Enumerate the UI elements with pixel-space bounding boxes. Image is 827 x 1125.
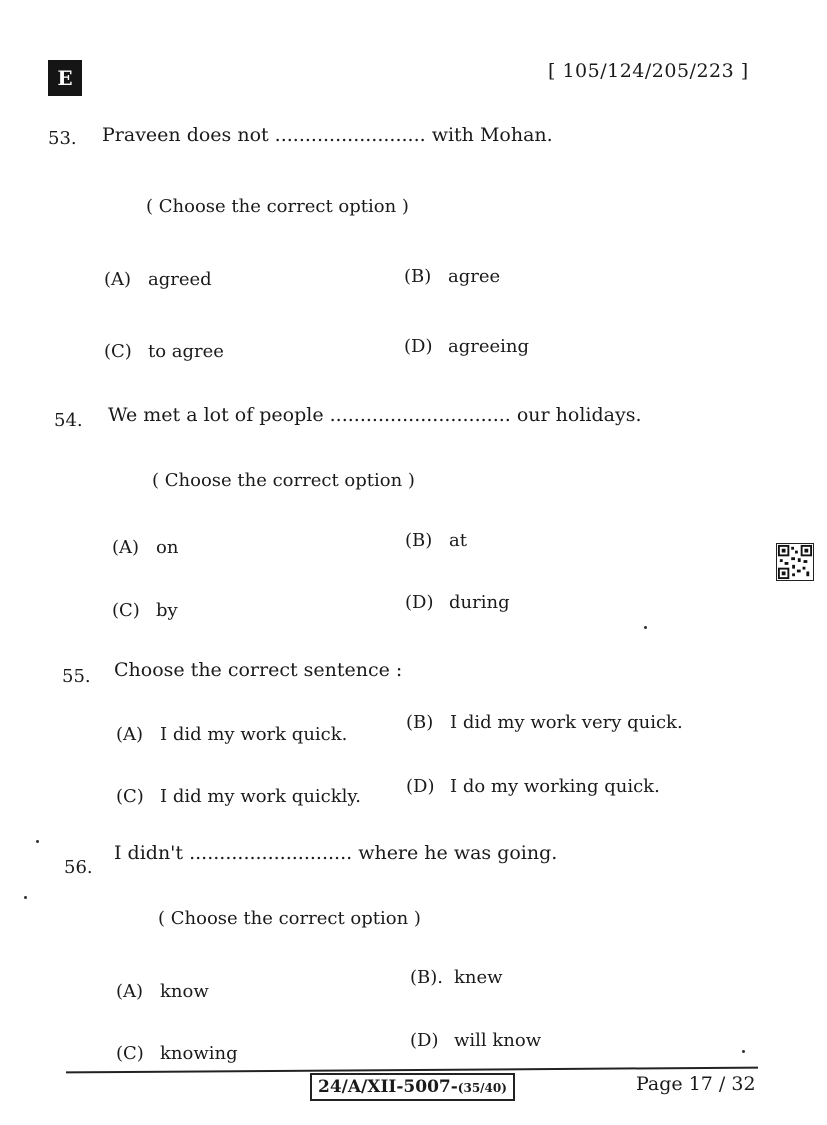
question-54-text: We met a lot of people .............................. our holidays.: [108, 404, 642, 426]
option-text: I do my working quick.: [450, 776, 660, 797]
option-text: by: [156, 600, 178, 621]
question-54-option-d: [405, 592, 510, 613]
booklet-code-box: [310, 1073, 515, 1101]
option-label: (D): [404, 336, 433, 357]
question-54-option-a: [112, 537, 178, 558]
question-53-number: 53.: [48, 128, 77, 149]
question-54-instruction: ( Choose the correct option ): [152, 470, 415, 491]
option-label: (C): [112, 600, 140, 621]
option-text: agreed: [148, 269, 212, 290]
scan-speck: [644, 626, 647, 629]
question-53-option-d: [404, 336, 529, 357]
option-text: agree: [448, 266, 501, 287]
question-56-option-d: [410, 1030, 541, 1051]
question-55-number: 55.: [62, 666, 91, 687]
question-54-option-c: [112, 600, 178, 621]
question-53-option-a: [104, 269, 212, 290]
qr-code: [776, 543, 814, 581]
question-53-option-b: [404, 266, 500, 287]
question-54-number: 54.: [54, 410, 83, 431]
question-56-option-a: [116, 981, 209, 1002]
option-text: I did my work quick.: [160, 724, 348, 745]
option-label: (B).: [410, 967, 443, 988]
option-label: (A): [104, 269, 132, 290]
scan-speck: [36, 840, 39, 843]
question-56-instruction: ( Choose the correct option ): [158, 908, 421, 929]
question-55-option-c: [116, 786, 361, 807]
option-label: (C): [116, 1043, 144, 1064]
booklet-sub: (35/40): [457, 1081, 507, 1095]
option-label: (D): [410, 1030, 439, 1051]
option-text: knew: [454, 967, 503, 988]
option-text: agreeing: [448, 336, 530, 357]
scan-speck: [742, 1050, 745, 1053]
paper-codes: [ 105/124/205/223 ]: [548, 60, 749, 82]
option-text: I did my work quickly.: [160, 786, 361, 807]
question-53-instruction: ( Choose the correct option ): [146, 196, 409, 217]
question-54-option-b: [405, 530, 467, 551]
option-label: (A): [116, 981, 144, 1002]
option-text: during: [449, 592, 510, 613]
question-55-text: Choose the correct sentence :: [114, 659, 403, 681]
option-label: (B): [404, 266, 432, 287]
question-55-option-b: [406, 712, 683, 733]
option-text: on: [156, 537, 179, 558]
option-label: (C): [116, 786, 144, 807]
question-56-number: 56.: [64, 857, 93, 878]
question-55-option-a: [116, 724, 347, 745]
option-label: (D): [405, 592, 434, 613]
option-text: I did my work very quick.: [450, 712, 683, 733]
option-label: (A): [116, 724, 144, 745]
option-text: at: [449, 530, 467, 551]
option-text: know: [160, 981, 209, 1002]
question-55-option-d: [406, 776, 660, 797]
question-53-option-c: [104, 341, 224, 362]
option-label: (C): [104, 341, 132, 362]
option-label: (A): [112, 537, 140, 558]
question-53-text: Praveen does not ......................... with Mohan.: [102, 124, 553, 146]
page-number: Page 17 / 32: [636, 1073, 756, 1095]
option-text: will know: [454, 1030, 542, 1051]
option-label: (D): [406, 776, 435, 797]
option-text: knowing: [160, 1043, 238, 1064]
section-badge: E: [48, 60, 82, 96]
question-56-option-c: [116, 1043, 238, 1064]
option-text: to agree: [148, 341, 224, 362]
question-56-text: I didn't ........................... where he was going.: [114, 842, 558, 864]
question-56-option-b: [410, 967, 503, 988]
option-label: (B): [406, 712, 434, 733]
scan-speck: [24, 896, 27, 899]
option-label: (B): [405, 530, 433, 551]
booklet-code: 24/A/XII-5007-: [318, 1077, 458, 1097]
